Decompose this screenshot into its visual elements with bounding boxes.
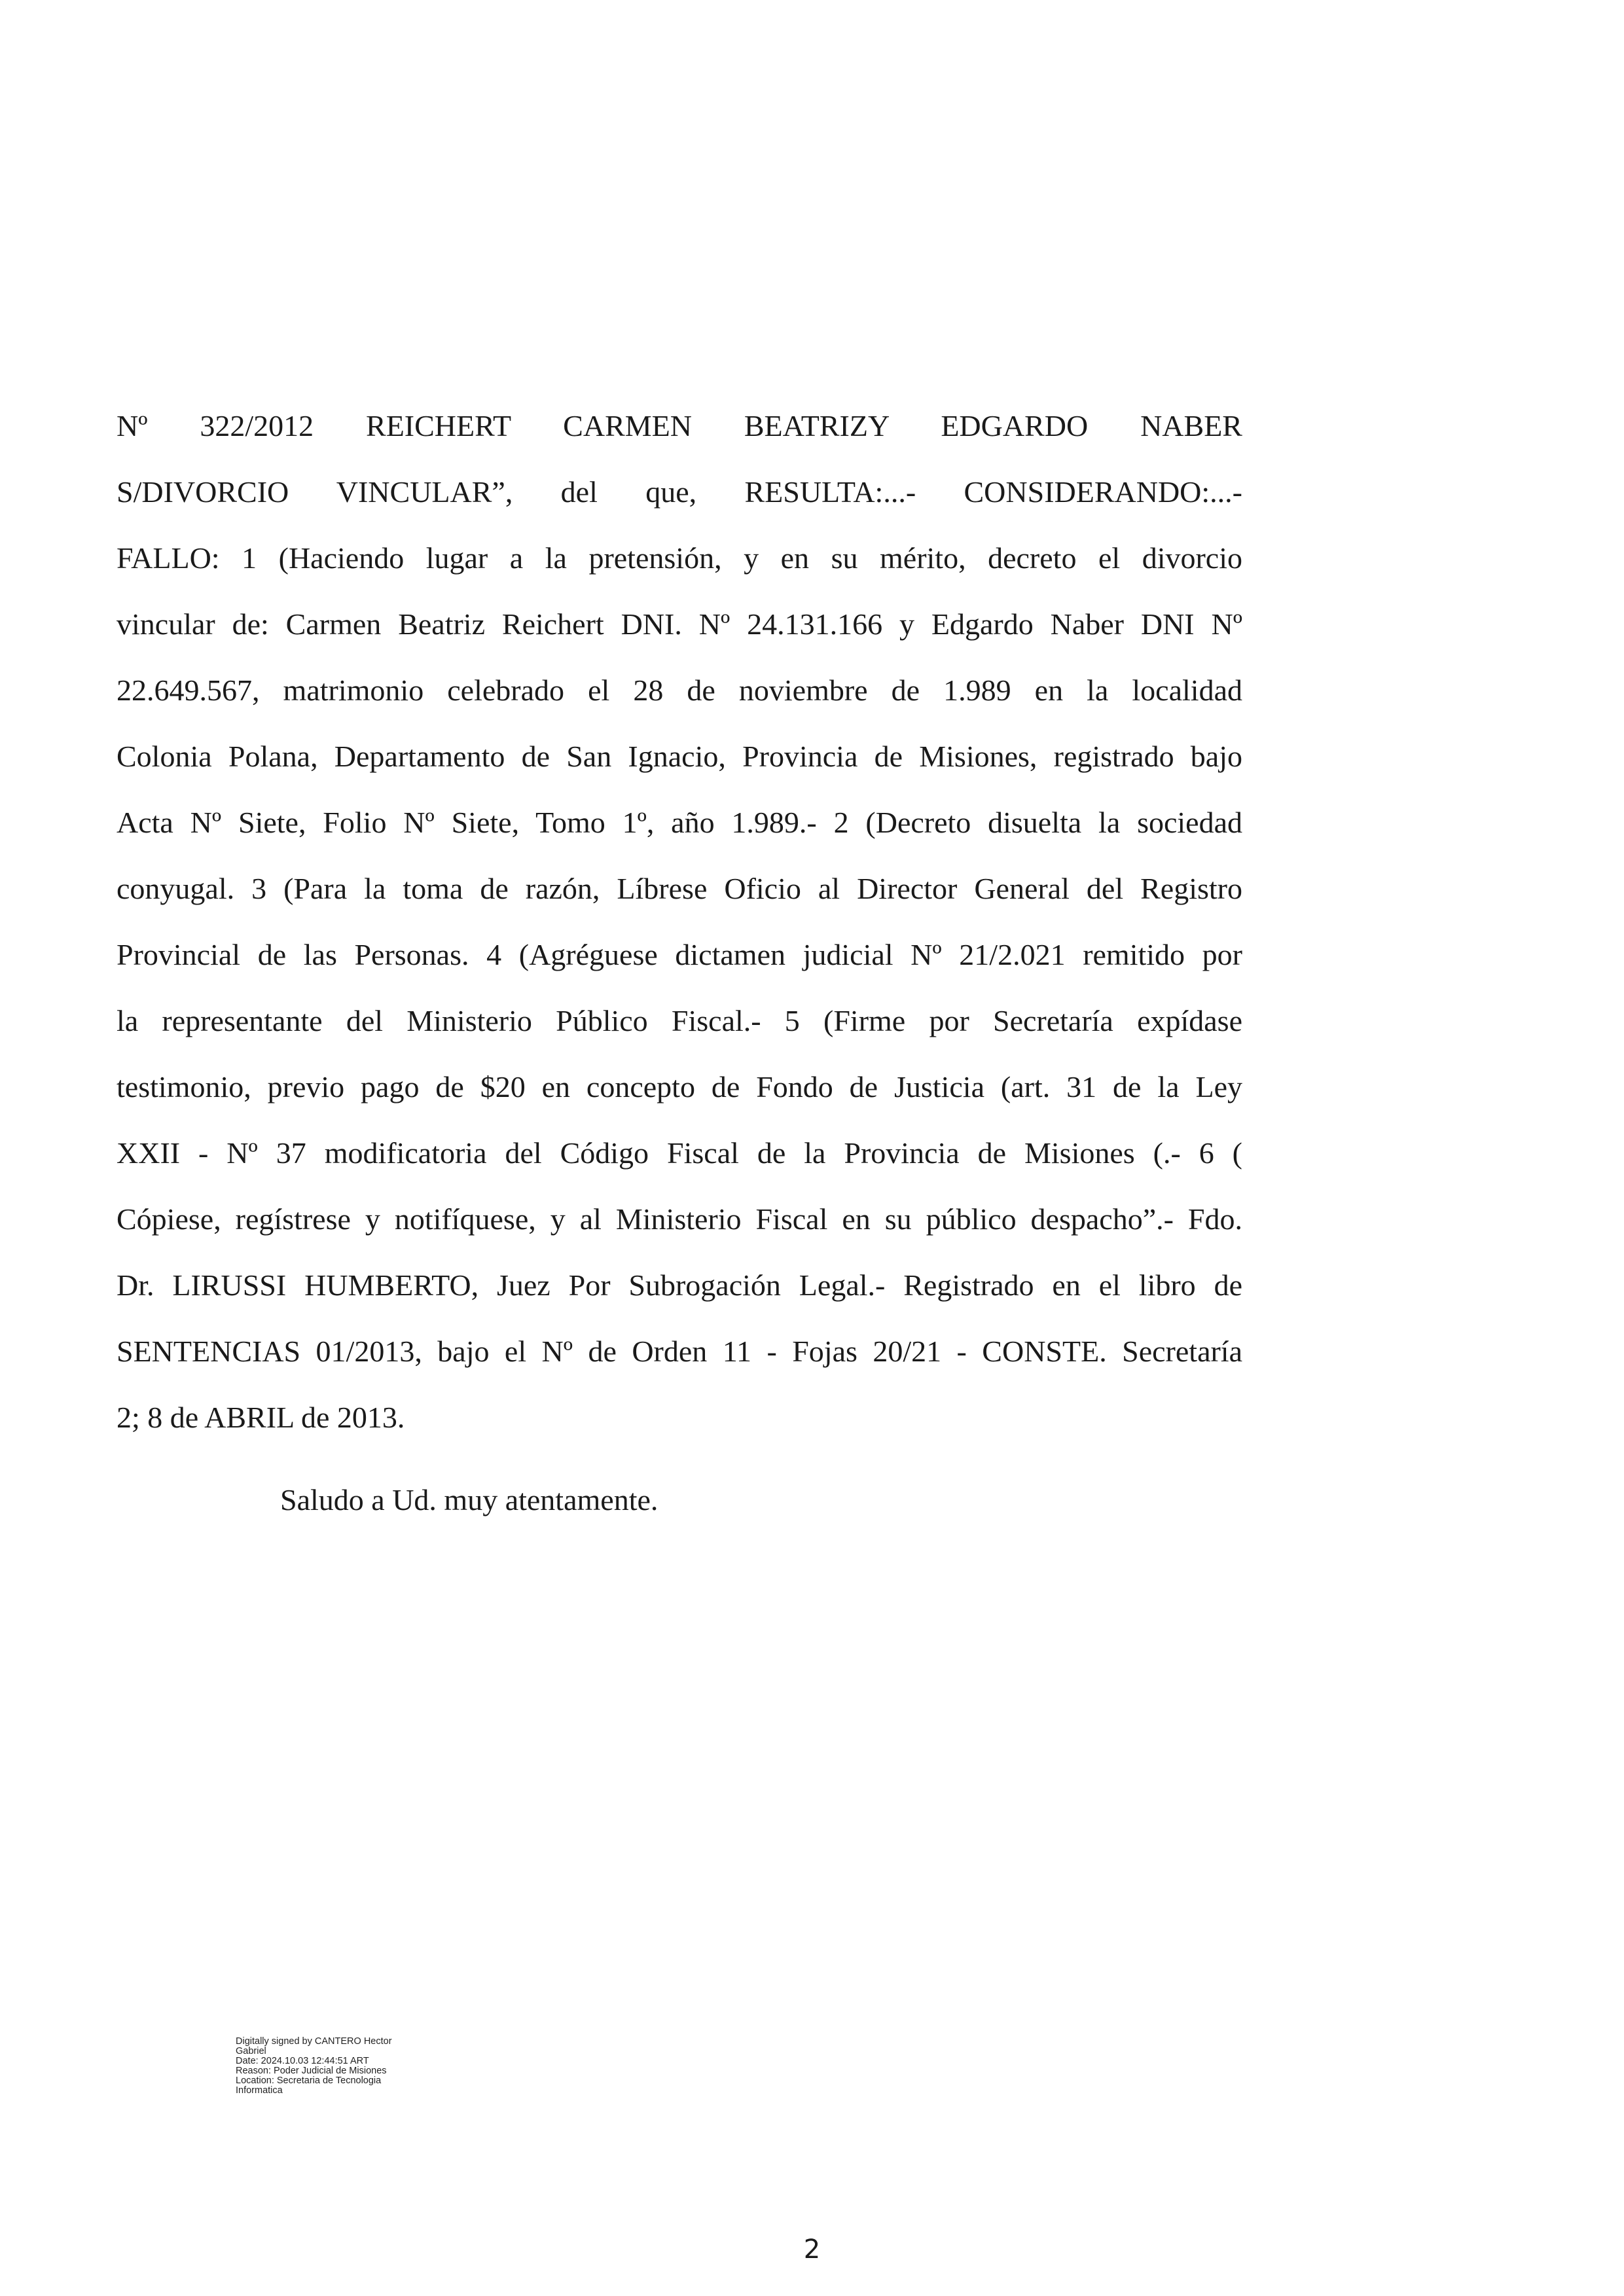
signature-line-6: Informatica [236,2085,283,2096]
signature-line-1: Digitally signed by CANTERO Hector [236,2036,392,2047]
body-line-9: Provincial de las Personas. 4 (Agréguese dictamen judicial Nº 21/2.021 remitido por [117,938,1242,971]
body-line-1: Nº 322/2012 REICHERT CARMEN BEATRIZY EDGARDO NABER [117,409,1242,442]
body-line-10: la representante del Ministerio Público Fiscal.- 5 (Firme por Secretaría expídase [117,1004,1242,1037]
body-line-3: FALLO: 1 (Haciendo lugar a la pretensión, y en su mérito, decreto el divorcio [117,541,1242,575]
body-line-16: 2; 8 de ABRIL de 2013. [117,1401,405,1434]
body-line-5: 22.649.567, matrimonio celebrado el 28 de noviembre de 1.989 en la localidad [117,673,1242,707]
signature-line-4: Reason: Poder Judicial de Misiones [236,2066,387,2076]
body-line-6: Colonia Polana, Departamento de San Ignacio, Provincia de Misiones, registrado bajo [117,740,1242,773]
body-line-8: conyugal. 3 (Para la toma de razón, Líbrese Oficio al Director General del Registro [117,872,1242,905]
signature-line-3: Date: 2024.10.03 12:44:51 ART [236,2056,369,2066]
digital-signature-block [236,2037,471,2096]
body-line-13: Cópiese, regístrese y notifíquese, y al Ministerio Fiscal en su público despacho”.- Fdo. [117,1202,1242,1236]
body-line-14: Dr. LIRUSSI HUMBERTO, Juez Por Subrogación Legal.- Registrado en el libro de [117,1268,1242,1302]
body-line-4: vincular de: Carmen Beatriz Reichert DNI. Nº 24.131.166 y Edgardo Naber DNI Nº [117,607,1242,641]
closing-salutation: Saludo a Ud. muy atentamente. [280,1483,659,1516]
signature-line-5: Location: Secretaria de Tecnologia [236,2075,382,2086]
body-line-7: Acta Nº Siete, Folio Nº Siete, Tomo 1º, año 1.989.- 2 (Decreto disuelta la sociedad [117,806,1242,839]
body-paragraph [117,393,1242,1450]
body-line-15: SENTENCIAS 01/2013, bajo el Nº de Orden 11 - Fojas 20/21 - CONSTE. Secretaría [117,1335,1242,1368]
page-number: 2 [803,2234,821,2265]
signature-line-2: Gabriel [236,2046,266,2056]
body-line-12: XXII - Nº 37 modificatoria del Código Fiscal de la Provincia de Misiones (.- 6 ( [117,1136,1242,1170]
body-line-11: testimonio, previo pago de $20 en concepto de Fondo de Justicia (art. 31 de la Ley [117,1070,1242,1103]
body-line-2: S/DIVORCIO VINCULAR”, del que, RESULTA:...- CONSIDERANDO:...- [117,475,1242,509]
